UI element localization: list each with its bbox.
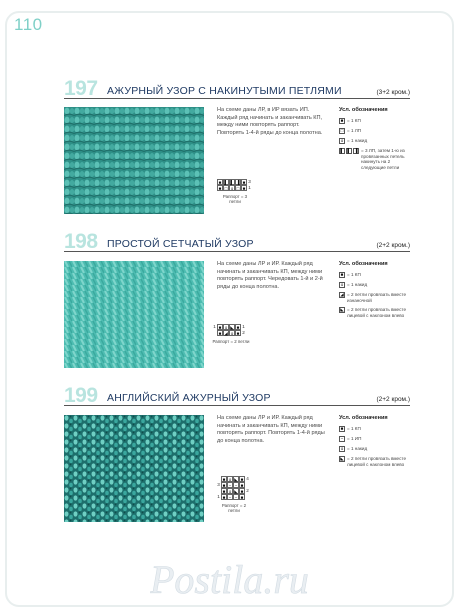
- watermark-text: Postila.ru: [150, 557, 309, 601]
- chart-cell: ■: [236, 331, 240, 336]
- legend-item: [339, 282, 410, 288]
- pattern-title: ПРОСТОЙ СЕТЧАТЫЙ УЗОР: [107, 238, 254, 250]
- legend: [339, 261, 410, 322]
- legend-text: = 1 ЛП: [347, 128, 362, 133]
- chart-cell: o: [224, 325, 228, 330]
- chart-cell: ■: [240, 483, 244, 488]
- purl-symbol-icon: −: [340, 436, 344, 441]
- legend-item: [339, 272, 410, 278]
- legend-text: = 1 накид: [347, 446, 368, 451]
- chart-cell: ■: [242, 186, 246, 191]
- chart-cell: ■: [222, 495, 226, 500]
- legend-item: [339, 138, 410, 144]
- rapport-note: Раппорт = 2 петли: [212, 339, 250, 344]
- legend: [339, 415, 410, 471]
- chart-cell: ▌: [230, 180, 234, 185]
- cross-symbol-icon: ▌: [340, 148, 344, 153]
- chart-cell: ■: [222, 483, 226, 488]
- postila-watermark: [150, 557, 440, 601]
- row-number: 4: [246, 476, 249, 481]
- knit-photo: [64, 107, 204, 214]
- legend-item: [339, 426, 410, 432]
- legend-item: [339, 446, 410, 452]
- section-header: [64, 384, 410, 407]
- chart-cell: −: [234, 483, 238, 488]
- section-header: [64, 77, 410, 100]
- legend-item: [339, 307, 410, 318]
- pattern-number: 197: [64, 77, 98, 100]
- chart-cell: □: [224, 186, 228, 191]
- row-number: 1: [213, 324, 216, 329]
- legend-text: = 2 петли провязать вместе изнаночной: [347, 292, 407, 303]
- legend-text: = 1 КП: [347, 426, 361, 431]
- legend-text: = 2 петли провязать вместе лицевой с наклоном влево: [347, 307, 407, 318]
- legend-text: = 3 ЛП, затем 1-ю из провязанных петель накинуть на 2 следующие петли: [361, 148, 405, 170]
- legend-item: [339, 148, 410, 170]
- row-number: 3: [217, 482, 220, 487]
- chart-cell: □: [236, 186, 240, 191]
- chart-cell: ■: [218, 331, 222, 336]
- cross-symbol-icon: ▌: [347, 148, 351, 153]
- chart-cell: ■: [218, 186, 222, 191]
- chart-cell: ■: [222, 489, 226, 494]
- row-number: 1: [217, 494, 220, 499]
- legend-text: = 1 КП: [347, 118, 361, 123]
- chart-cell: −: [234, 495, 238, 500]
- legend: [339, 107, 410, 174]
- chart-cell: ◣: [234, 477, 238, 482]
- legend-item: [339, 292, 410, 303]
- knit-photo: [64, 261, 204, 368]
- chart-cell: ■: [218, 180, 222, 185]
- legend-text: = 1 накид: [347, 282, 368, 287]
- pattern-title: АЖУРНЫЙ УЗОР С НАКИНУТЫМИ ПЕТЛЯМИ: [107, 85, 342, 97]
- chart-row: [212, 330, 250, 336]
- cross-symbol-icon: ▐: [354, 148, 358, 153]
- chart-cell: ■: [240, 495, 244, 500]
- chart-cell: ▌: [224, 180, 228, 185]
- legend-item: [339, 118, 410, 124]
- row-number: 1: [248, 185, 251, 190]
- legend-text: = 2 петли провязать вместе лицевой с наклоном влево: [347, 456, 407, 467]
- rapport-note: Раппорт = 3 петли: [222, 194, 248, 204]
- row-number: 2: [246, 488, 249, 493]
- edge-stitches: (3+2 кром.): [376, 89, 410, 96]
- chart-row: [216, 494, 252, 500]
- yarn-over-symbol-icon: o: [340, 282, 344, 287]
- stitch-chart: [217, 179, 253, 204]
- pattern-description: На схеме даны ЛР и ИР. Каждый ряд начинать и заканчивать КП, между ними повторять раппорт. Чередовать 1-й и 2-й ряды до конца полотна.: [217, 261, 323, 290]
- chart-cell: o: [228, 489, 232, 494]
- purl-together-symbol-icon: ◢: [340, 292, 344, 297]
- page-number: 110: [14, 15, 43, 34]
- chart-cell: o: [230, 331, 234, 336]
- pattern-description: На схеме даны ЛР и ИР. Каждый ряд начинать и заканчивать КП, между ними повторять раппорт. Повторять 1-4-й ряды до конца полотна.: [217, 415, 325, 444]
- rapport-note: Раппорт = 2 петли: [221, 503, 247, 513]
- chart-cell: ◣: [234, 489, 238, 494]
- knit-together-left-symbol-icon: ◣: [340, 456, 344, 461]
- legend-text: = 1 ИП: [347, 436, 362, 441]
- stitch-chart: [216, 476, 252, 513]
- pattern-number: 198: [64, 230, 98, 253]
- row-number: 3: [248, 179, 251, 184]
- pattern-section-197: [64, 77, 410, 204]
- yarn-over-symbol-icon: o: [340, 138, 344, 143]
- edge-stitches: (2+2 кром.): [376, 396, 410, 403]
- legend-title: Усл. обозначения: [339, 415, 388, 421]
- chart-row: [217, 185, 253, 191]
- knit-symbol-icon: ■: [340, 118, 344, 123]
- knit-symbol-icon: ■: [340, 426, 344, 431]
- pattern-section-198: [64, 230, 410, 344]
- knit-together-left-symbol-icon: ◣: [340, 307, 344, 313]
- chart-cell: ■: [218, 325, 222, 330]
- row-number: [245, 494, 250, 500]
- legend-item: [339, 436, 410, 442]
- edge-stitches: (2+2 кром.): [376, 242, 410, 249]
- section-header: [64, 230, 410, 253]
- legend-item: [339, 456, 410, 467]
- chart-cell: ◢: [224, 331, 228, 336]
- chart-cell: ■: [236, 325, 240, 330]
- pattern-title: АНГЛИЙСКИЙ АЖУРНЫЙ УЗОР: [107, 392, 271, 404]
- yarn-over-symbol-icon: o: [340, 446, 344, 451]
- legend-item: [339, 128, 410, 134]
- chart-cell: ■: [242, 180, 246, 185]
- chart-cell: ■: [222, 477, 226, 482]
- chart-cell: o: [228, 477, 232, 482]
- legend-text: = 1 накид: [347, 138, 368, 143]
- knit-symbol-icon: ■: [340, 272, 344, 277]
- stitch-chart: [212, 324, 250, 344]
- chart-cell: ◣: [230, 325, 234, 330]
- knit-photo: [64, 415, 204, 522]
- legend-title: Усл. обозначения: [339, 261, 388, 267]
- legend-text: = 1 КП: [347, 272, 361, 277]
- chart-cell: ▐: [236, 180, 240, 185]
- chart-cell: o: [230, 186, 234, 191]
- pattern-description: На схеме даны ЛР, в ИР вязать ИП. Каждый ряд начинать и заканчивать КП, между ними повторять раппорт. Повторять 1-4-й ряды до конца полотна.: [217, 107, 323, 136]
- chart-cell: −: [228, 483, 232, 488]
- chart-cell: −: [228, 495, 232, 500]
- chart-cell: ■: [240, 477, 244, 482]
- row-number: 1: [242, 324, 245, 329]
- pattern-number: 199: [64, 384, 98, 407]
- legend-title: Усл. обозначения: [339, 107, 388, 113]
- row-number: 2: [242, 330, 245, 335]
- pattern-section-199: [64, 384, 410, 513]
- chart-cell: ■: [240, 489, 244, 494]
- knit-symbol-icon: □: [340, 128, 344, 133]
